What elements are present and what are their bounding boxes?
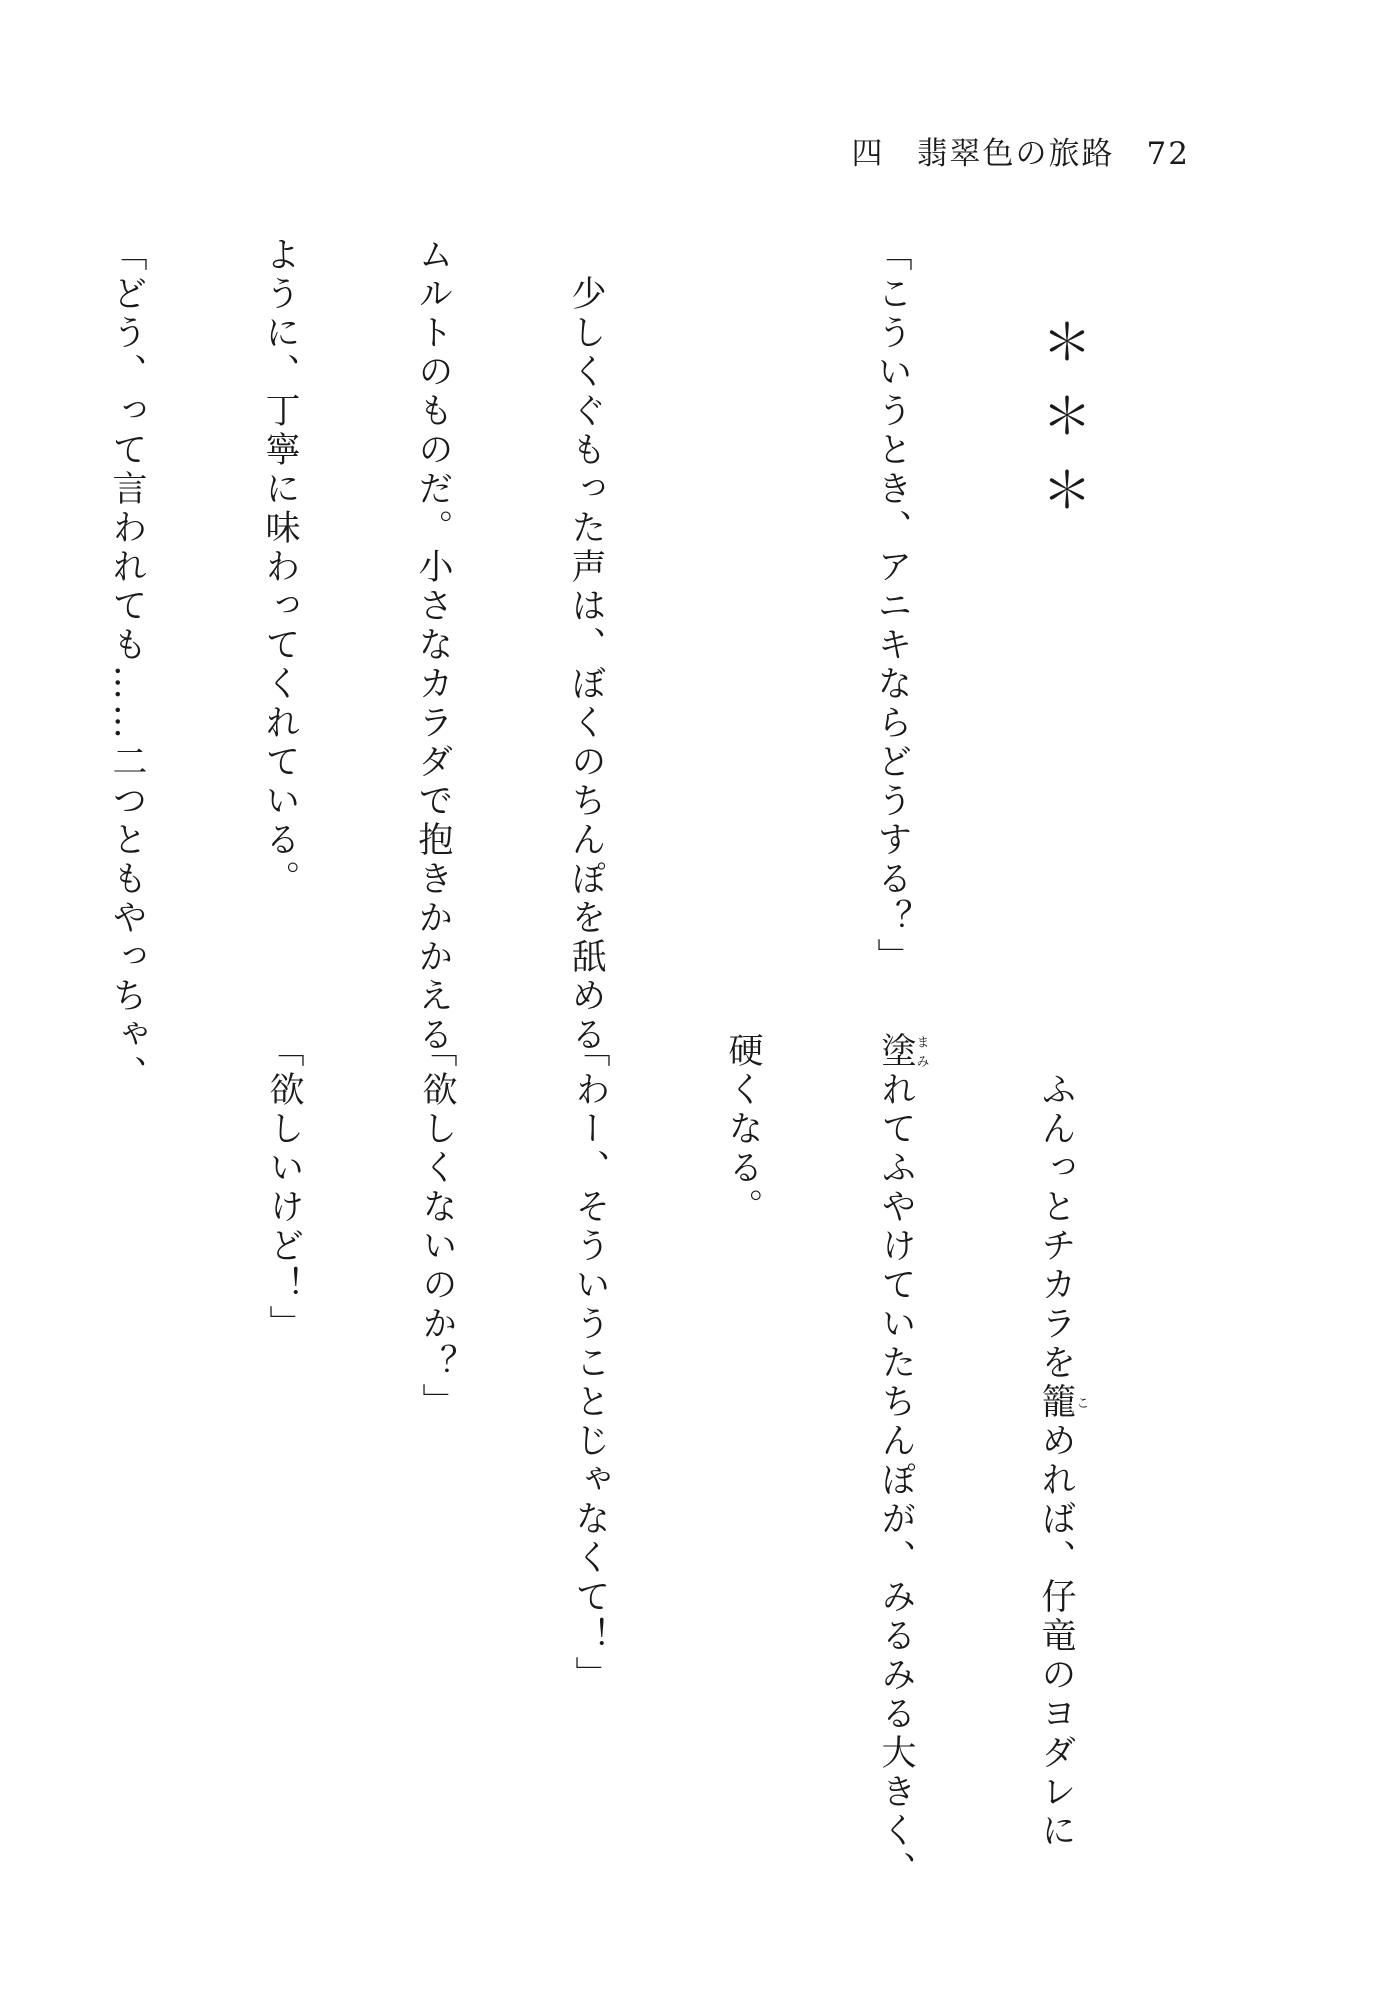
ruby-reading: まみ: [913, 1032, 929, 1071]
text-line: [0, 1032, 3, 1752]
ruby-base: 籠: [1036, 1383, 1076, 1422]
text-line: 「欲しいけど！」: [264, 1032, 304, 1344]
text-fragment: めれば、仔竜のヨダレに: [1036, 1422, 1076, 1851]
text-line: 「こういうとき、アニキならどうする？」: [872, 236, 912, 977]
text-line: [870, 1032, 929, 1890]
text-line: 「わー、そういうことじゃなくて！」: [570, 1032, 610, 1695]
text-line: 少しくぐもった声は、ぼくのちんぽを舐める: [566, 236, 606, 1055]
chapter-title: 翡翠色の旅路: [916, 136, 1115, 172]
text-line: 「どう、って言われても……二つともやっちゃ、: [107, 236, 147, 1094]
text-line: 硬くなる。: [723, 1032, 763, 1227]
lower-text-block: [0, 1032, 1190, 1890]
ruby-base: 塗: [876, 1032, 916, 1071]
blank-line: [105, 1032, 156, 1752]
ruby-word: [876, 1032, 929, 1071]
text-line: [1030, 1032, 1089, 1851]
text-fragment: ふんっとチカラを: [1036, 1032, 1076, 1383]
scene-break-stars: ＊＊＊: [1034, 316, 1092, 538]
text-line: 「欲しくないのか？」: [417, 1032, 457, 1422]
page-number: 72: [1146, 136, 1190, 172]
text-line: ように、丁寧に味わってくれている。: [260, 236, 300, 899]
text-fragment: れてふやけていたちんぽが、みるみる大きく、: [876, 1071, 916, 1890]
text-line: ムルトのものだ。小さなカラダで抱きかかえる: [413, 236, 453, 1055]
running-header: [852, 128, 1190, 173]
ruby-reading: こ: [1073, 1383, 1089, 1422]
chapter-number: 四: [851, 136, 885, 172]
ruby-word: [1036, 1383, 1089, 1422]
blank-line: [713, 236, 764, 956]
